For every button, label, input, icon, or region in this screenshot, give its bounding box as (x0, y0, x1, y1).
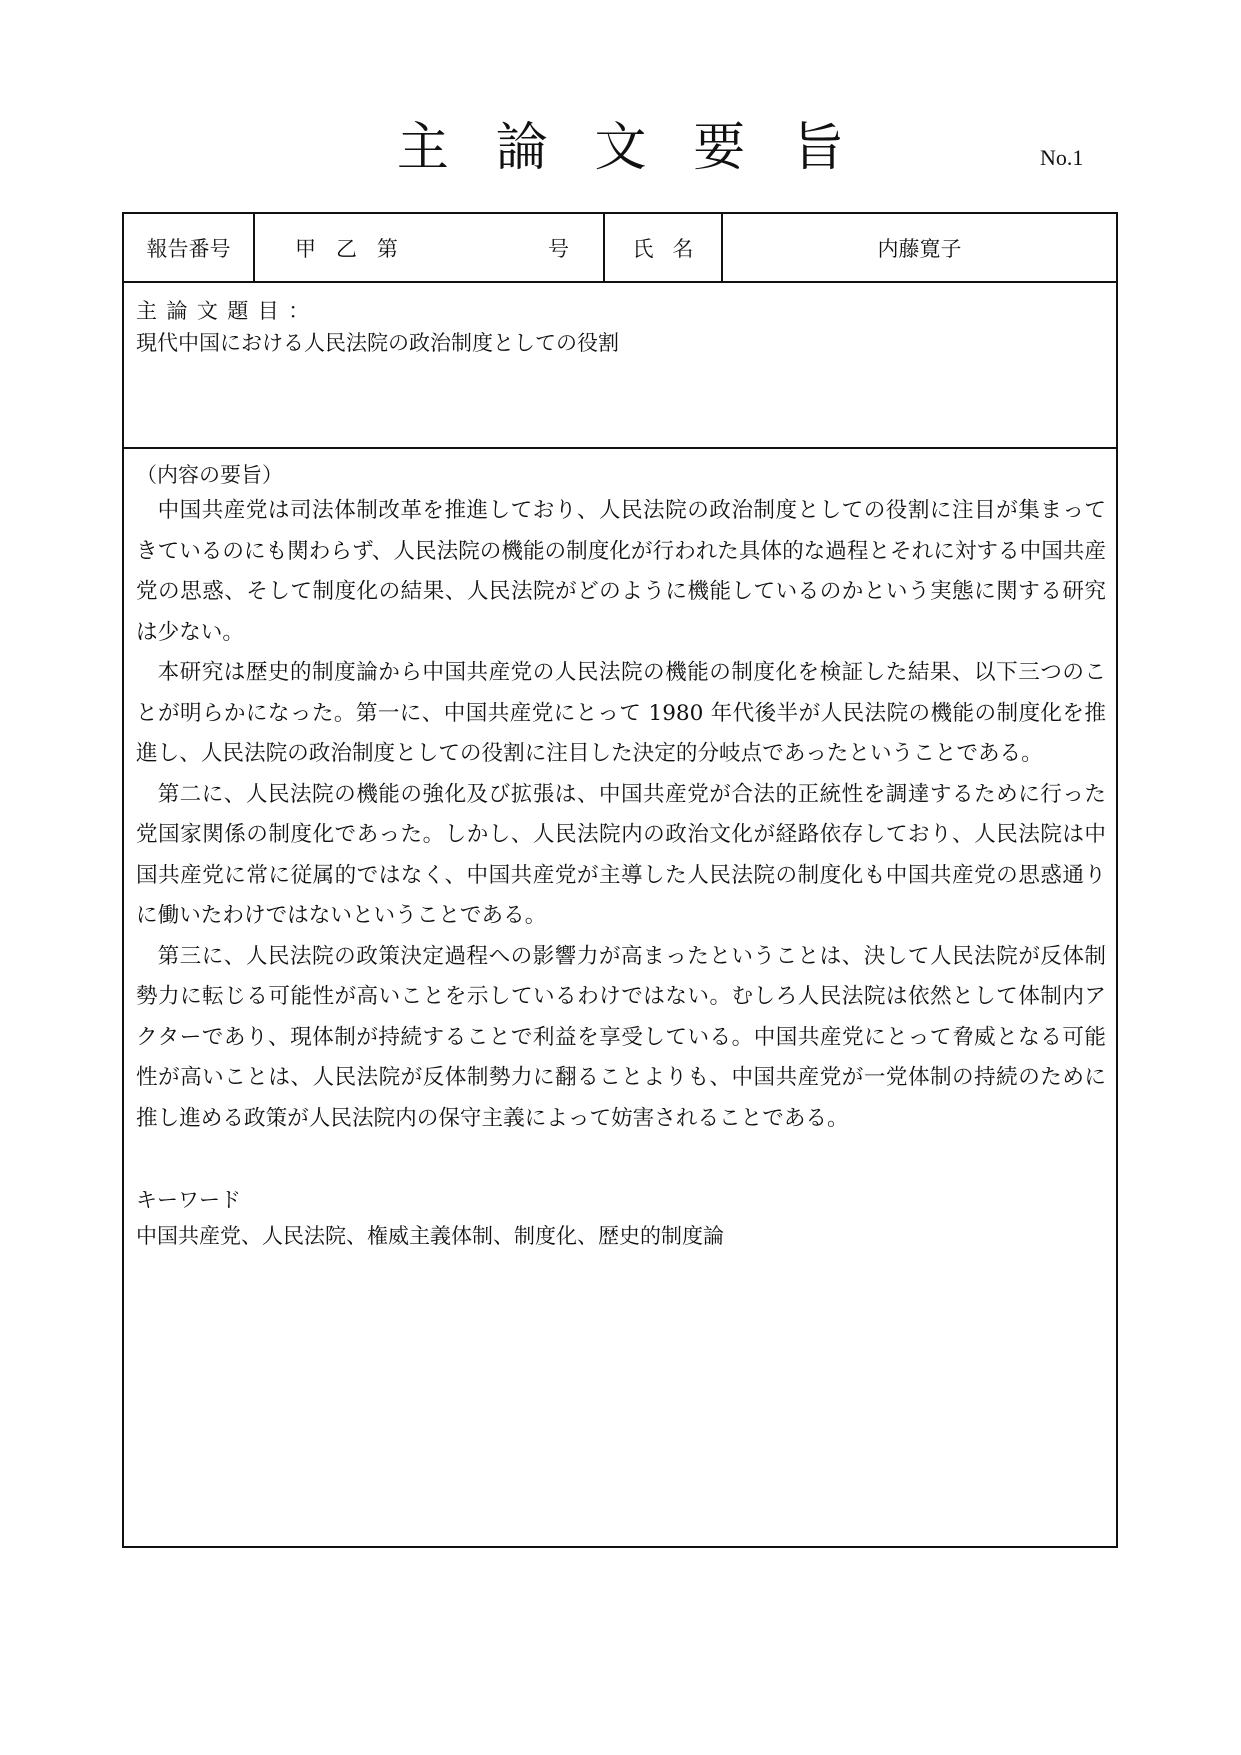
header-row (124, 214, 1116, 283)
keywords-list: 中国共産党、人民法院、権威主義体制、制度化、歴史的制度論 (136, 1224, 724, 1248)
report-number-label: 報告番号 (124, 214, 255, 281)
keywords-label: キーワード (136, 1188, 241, 1212)
name-label: 氏名 (605, 214, 723, 281)
summary-paragraph-2: 本研究は歴史的制度論から中国共産党の人民法院の機能の制度化を検証した結果、以下三つのことが明らかになった。第一に、中国共産党にとって 1980 年代後半が人民法院の機能の制度化を推進し、人民法院の政治制度としての役割に注目した決定的分岐点であったということである。 (136, 660, 1106, 766)
summary-paragraph-4: 第三に、人民法院の政策決定過程への影響力が高まったということは、決して人民法院が反体制勢力に転じる可能性が高いことを示しているわけではない。むしろ人民法院は依然として体制内アクターであり、現体制が持続することで利益を享受している。中国共産党にとって脅威となる可能性が高いことは、人民法院が反体制勢力に翻ることよりも、中国共産党が一党体制の持続のために推し進める政策が人民法院内の保守主義によって妨害されることである。 (136, 943, 1106, 1131)
page-title: 主論文要旨 (396, 118, 891, 178)
thesis-title-label: 主論文題目： (136, 299, 319, 323)
summary-paragraph-1: 中国共産党は司法体制改革を推進しており、人民法院の政治制度としての役割に注目が集まってきているのにも関わらず、人民法院の機能の制度化が行われた具体的な過程とそれに対する中国共産党の思惑、そして制度化の結果、人民法院がどのように機能しているのかという実態に関する研究は少ない。 (136, 498, 1106, 645)
thesis-title: 現代中国における人民法院の政治制度としての役割 (136, 331, 619, 355)
page-number: No.1 (1040, 145, 1084, 170)
summary-content-section (124, 451, 1116, 1252)
summary-form (122, 212, 1118, 1548)
summary-heading: （内容の要旨） (136, 463, 283, 487)
author-name: 内藤寛子 (877, 236, 962, 261)
summary-paragraph-3: 第二に、人民法院の機能の強化及び拡張は、中国共産党が合法的正統性を調達するために行った党国家関係の制度化であった。しかし、人民法院内の政治文化が経路依存しており、人民法院は中国共産党に常に従属的ではなく、中国共産党が主導した人民法院の制度化も中国共産党の思惑通りに働いたわけではないということである。 (136, 781, 1106, 928)
report-number-prefix: 甲乙第 (295, 236, 418, 261)
report-number-field (255, 214, 605, 281)
report-number-suffix: 号 (548, 236, 569, 261)
thesis-title-section (124, 283, 1116, 449)
